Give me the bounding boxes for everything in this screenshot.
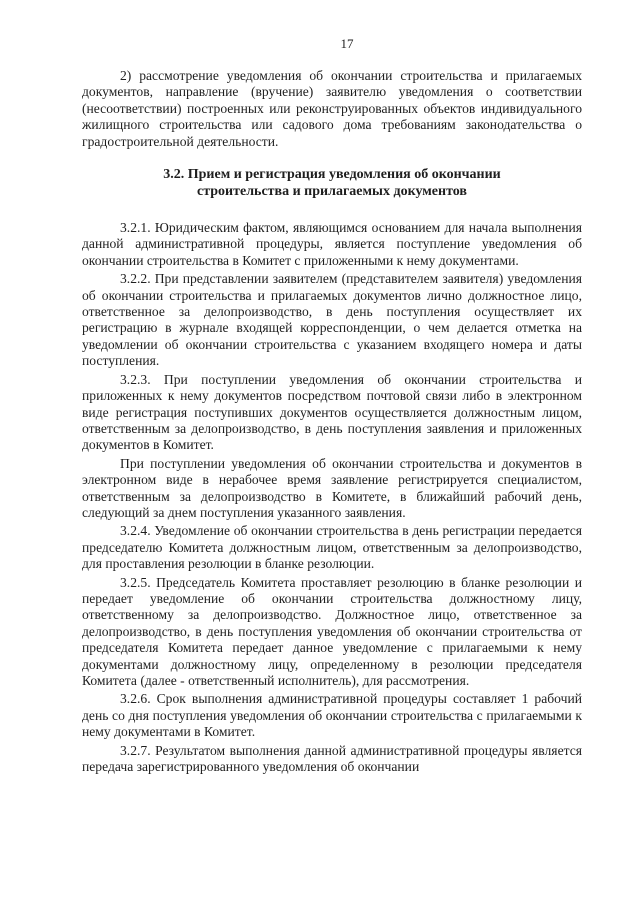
page-number: 17	[340, 36, 354, 51]
intro-paragraph: 2) рассмотрение уведомления об окончании строительства и прилагаемых документов, направление (вручение) заявителю уведомления о соответствии (несоответствии) построенных или реконструированных объектов индивидуального жилищного строительства или садового дома требованиям законодательства о градостроительной деятельности.	[82, 68, 582, 149]
paragraph-3-2-2: 3.2.2. При представлении заявителем (представителем заявителя) уведомления об окончании строительства и прилагаемых документов лично должностное лицо, ответственное за делопроизводство, в день поступления осуществляет их регистрацию в журнале входящей корреспонденции, о чем делается отметка на уведомлении об окончании строительства с указанием входящего номера и даты поступления.	[82, 271, 582, 369]
paragraph-3-2-3: 3.2.3. При поступлении уведомления об окончании строительства и приложенных к нему документов посредством почтовой связи либо в электронном виде регистрация поступивших документов осуществляется должностным лицом, ответственным за делопроизводство, в день поступления заявления и приложенных документов в Комитет.	[82, 371, 582, 453]
section-heading-line-2: строительства и прилагаемых документов	[197, 184, 467, 200]
section-heading-line-1: 3.2. Прием и регистрация уведомления об окончании	[163, 167, 501, 183]
paragraph-3-2-1: 3.2.1. Юридическим фактом, являющимся основанием для начала выполнения данной административной процедуры, является поступление уведомления об окончании строительства в Комитет с приложенными к нему документами.	[82, 220, 582, 268]
paragraph-3-2-6: 3.2.6. Срок выполнения административной процедуры составляет 1 рабочий день со дня поступления уведомления об окончании строительства с прилагаемыми к нему документами в Комитет.	[82, 691, 582, 740]
paragraph-electronic-submission: При поступлении уведомления об окончании строительства и документов в электронном виде в нерабочее время заявление регистрируется специалистом, ответственным за делопроизводство в Комитете, в ближайший рабочий день, следующий за днем поступления указанного заявления.	[82, 455, 582, 520]
section-heading	[82, 166, 582, 200]
paragraph-3-2-4: 3.2.4. Уведомление об окончании строительства в день регистрации передается председателю Комитета должностным лицом, ответственным за делопроизводство, для проставления резолюции в бланке резолюции.	[82, 523, 582, 572]
paragraph-3-2-5: 3.2.5. Председатель Комитета проставляет резолюцию в бланке резолюции и передает уведомление об окончании строительства должностному лицу, ответственному за делопроизводство. Должностное лицо, ответственное за делопроизводство, в день поступления уведомления об окончании строительства от председателя Комитета передает данное уведомление с прилагаемыми к нему документами должностному лицу, определенному в резолюции председателя Комитета (далее - ответственный исполнитель), для рассмотрения.	[82, 574, 582, 688]
paragraph-3-2-7: 3.2.7. Результатом выполнения данной административной процедуры является передача зарегистрированного уведомления об окончании	[82, 742, 582, 775]
